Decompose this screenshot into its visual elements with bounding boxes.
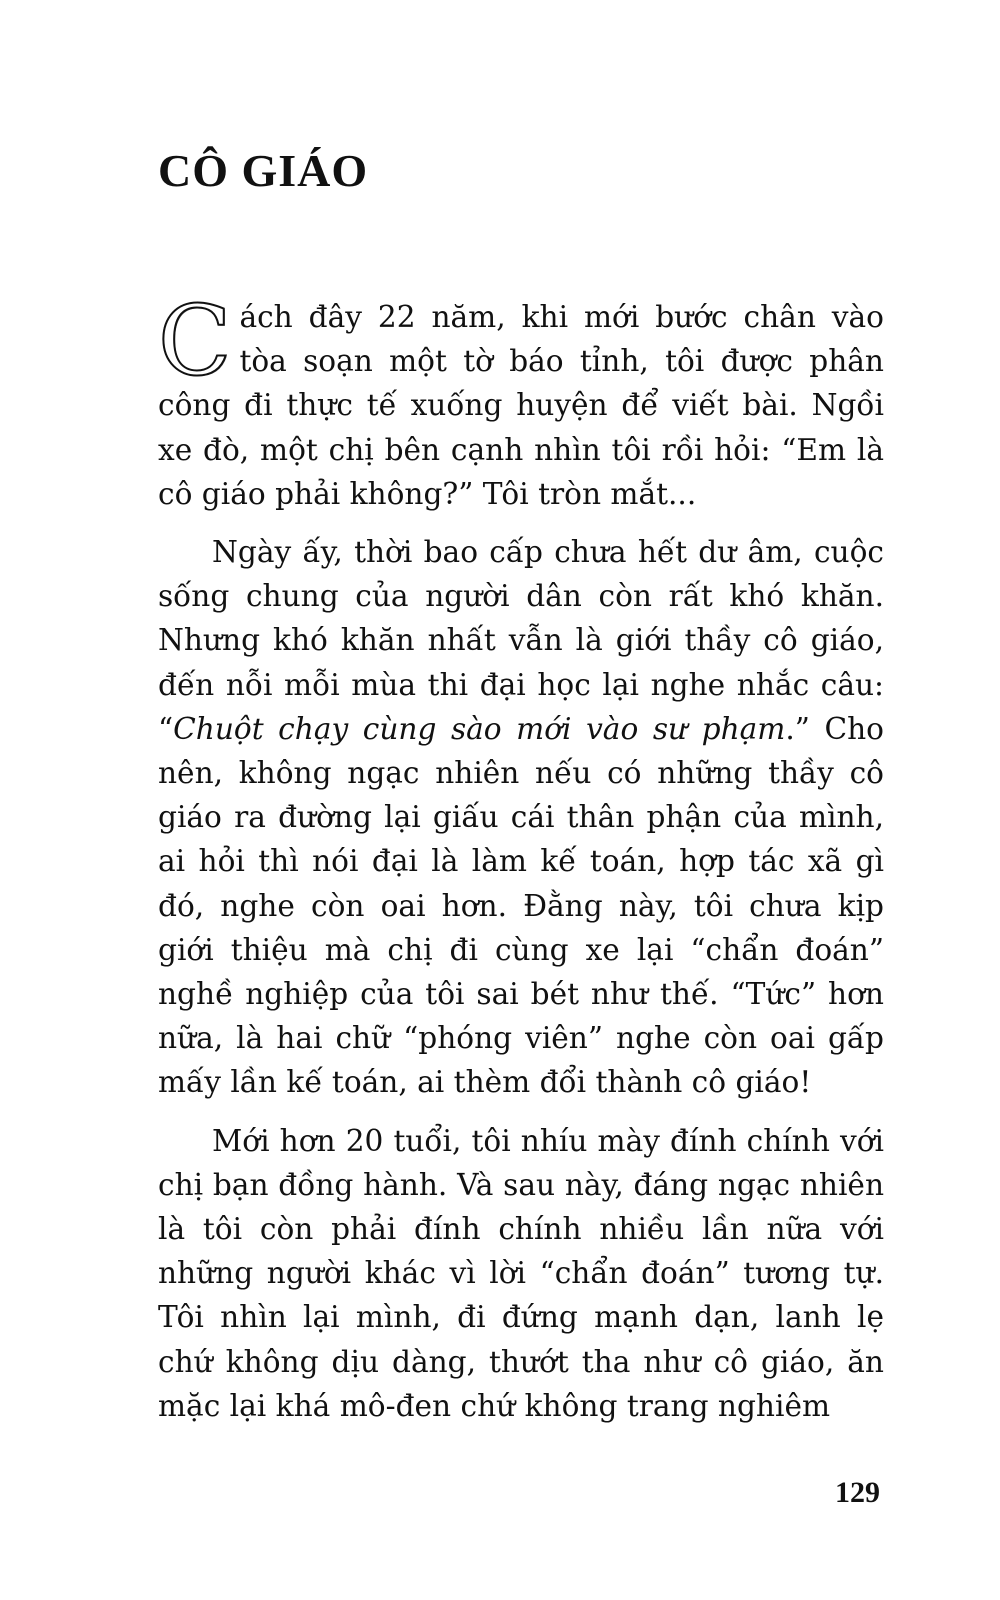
paragraph-3: [158, 1119, 884, 1428]
paragraph-1: [158, 285, 884, 516]
paragraph-2: [158, 530, 884, 1105]
page-number: 129: [835, 1476, 880, 1509]
paragraph-2-text-before: Ngày ấy, thời bao cấp chưa hết dư âm, cuộc sống chung của người dân còn rất khó khăn. Nhưng khó khăn nhất vẫn là giới thầy cô giáo, đến nỗi mỗi mùa thi đại học lại nghe nhắc câu: “: [158, 535, 884, 746]
paragraph-2-italic-quote: Chuột chạy cùng sào mới vào sư phạm: [173, 711, 786, 746]
paragraph-1-text: ách đây 22 năm, khi mới bước chân vào tòa soạn một tờ báo tỉnh, tôi được phân công đi thực tế xuống huyện để viết bài. Ngồi xe đò, một chị bên cạnh nhìn tôi rồi hỏi: “Em là cô giáo phải không?” Tôi tròn mắt...: [158, 300, 884, 511]
chapter-title: CÔ GIÁO: [158, 145, 369, 196]
chapter-body: [158, 285, 884, 1442]
paragraph-3-text: Mới hơn 20 tuổi, tôi nhíu mày đính chính với chị bạn đồng hành. Và sau này, đáng ngạc nhiên là tôi còn phải đính chính nhiều lần nữa với những người khác vì lời “chẩn đoán” tương tự. Tôi nhìn lại mình, đi đứng mạnh dạn, lanh lẹ chứ không dịu dàng, thướt tha như cô giáo, ăn mặc lại khá mô-đen chứ không trang nghiêm: [158, 1123, 884, 1423]
drop-cap-letter: C: [158, 285, 232, 397]
paragraph-2-text-after: .” Cho nên, không ngạc nhiên nếu có những thầy cô giáo ra đường lại giấu cái thân phận của mình, ai hỏi thì nói đại là làm kế toán, hợp tác xã gì đó, nghe còn oai hơn. Đằng này, tôi chưa kịp giới thiệu mà chị đi cùng xe lại “chẩn đoán” nghề nghiệp của tôi sai bét như thế. “Tức” hơn nữa, là hai chữ “phóng viên” nghe còn oai gấp mấy lần kế toán, ai thèm đổi thành cô giáo!: [158, 711, 884, 1100]
